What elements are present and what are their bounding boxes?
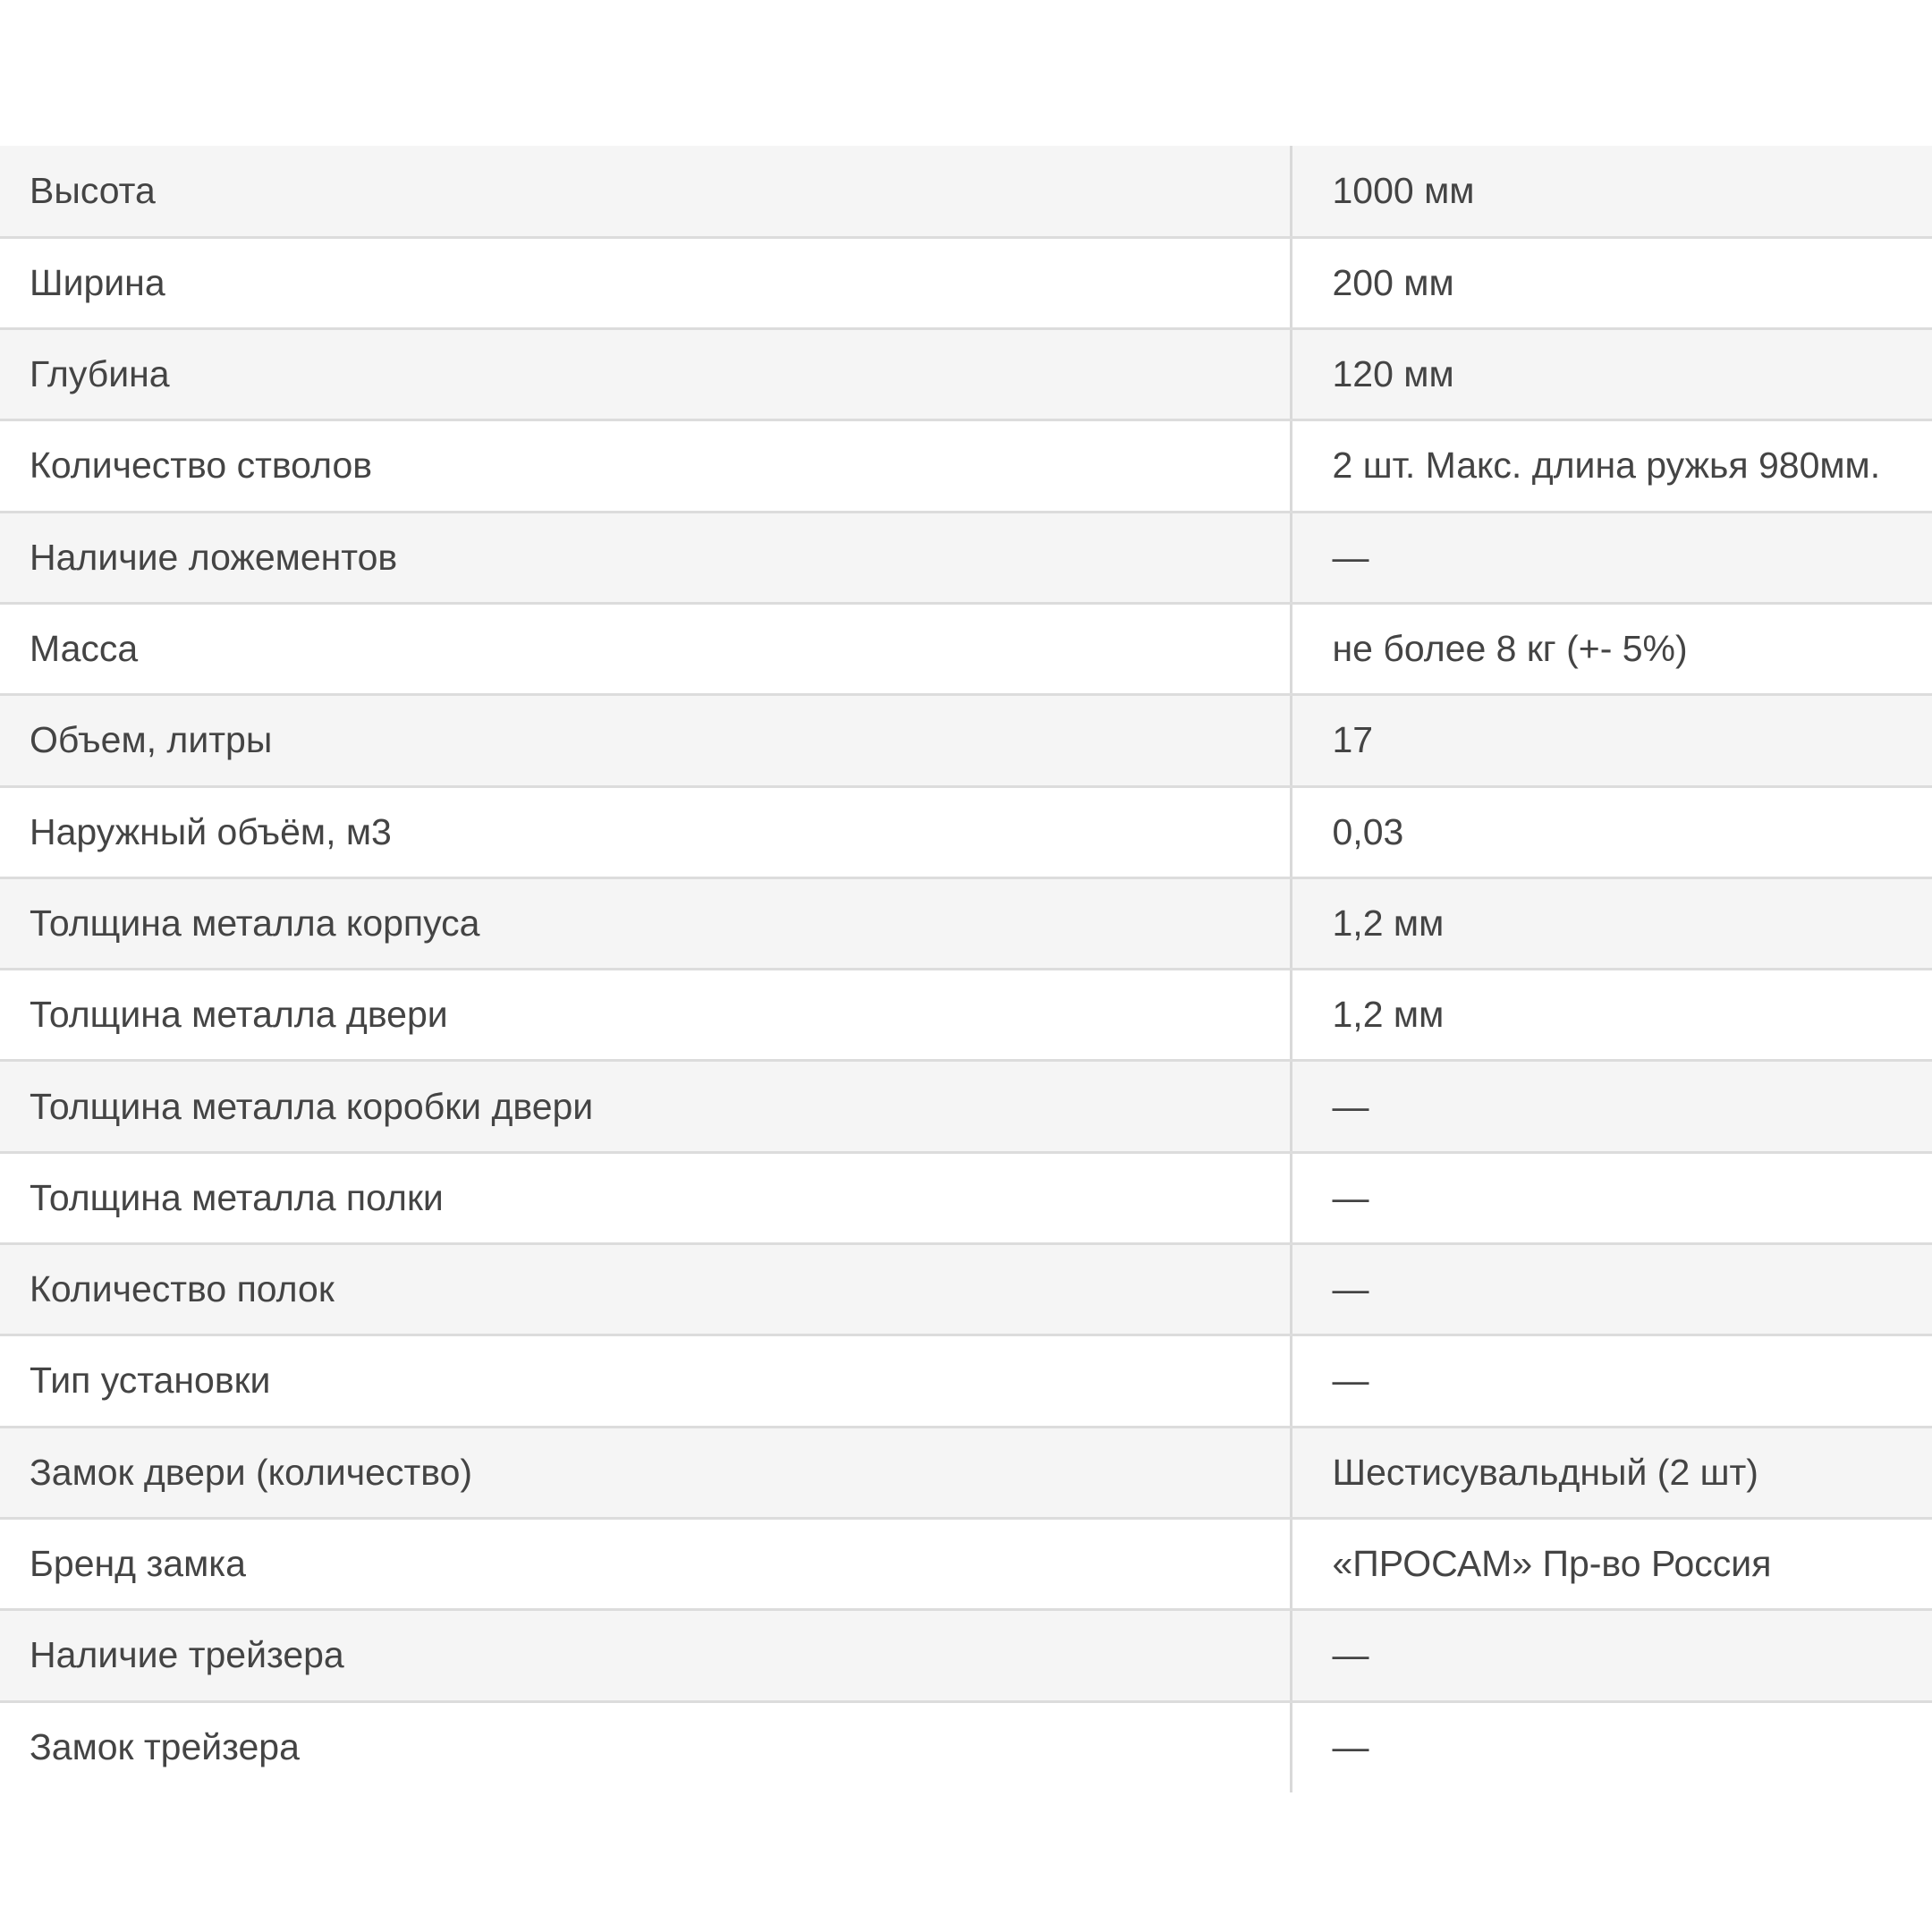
spec-name: Толщина металла полки xyxy=(0,1152,1291,1243)
spec-name: Наличие ложементов xyxy=(0,512,1291,603)
spec-name: Высота xyxy=(0,146,1291,237)
spec-row-lock-brand xyxy=(0,1518,1932,1609)
spec-row-cradles xyxy=(0,512,1932,603)
spec-row-shelf-thickness xyxy=(0,1152,1932,1243)
spec-name: Глубина xyxy=(0,329,1291,420)
spec-value: — xyxy=(1291,1335,1932,1427)
spec-name: Бренд замка xyxy=(0,1518,1291,1609)
spec-row-width xyxy=(0,237,1932,328)
spec-row-shelf-count xyxy=(0,1244,1932,1335)
spec-value: 200 мм xyxy=(1291,237,1932,328)
spec-name: Толщина металла коробки двери xyxy=(0,1061,1291,1152)
spec-name: Количество полок xyxy=(0,1244,1291,1335)
spec-name: Наружный объём, м3 xyxy=(0,786,1291,877)
spec-value: 1000 мм xyxy=(1291,146,1932,237)
spec-row-height xyxy=(0,146,1932,237)
spec-name: Толщина металла двери xyxy=(0,970,1291,1061)
spec-name: Тип установки xyxy=(0,1335,1291,1427)
spec-name: Количество стволов xyxy=(0,420,1291,512)
spec-row-barrels xyxy=(0,420,1932,512)
spec-row-trazer xyxy=(0,1610,1932,1701)
spec-value: 0,03 xyxy=(1291,786,1932,877)
spec-value: «ПРОСАМ» Пр-во Россия xyxy=(1291,1518,1932,1609)
spec-row-trazer-lock xyxy=(0,1701,1932,1792)
spec-name: Ширина xyxy=(0,237,1291,328)
spec-row-door-lock xyxy=(0,1427,1932,1518)
spec-name: Масса xyxy=(0,603,1291,694)
spec-name: Толщина металла корпуса xyxy=(0,877,1291,969)
spec-value: — xyxy=(1291,1610,1932,1701)
spec-name: Замок двери (количество) xyxy=(0,1427,1291,1518)
spec-row-door-thickness xyxy=(0,970,1932,1061)
spec-value: — xyxy=(1291,1152,1932,1243)
spec-row-volume xyxy=(0,695,1932,786)
spec-value: 120 мм xyxy=(1291,329,1932,420)
spec-value: 2 шт. Макс. длина ружья 980мм. xyxy=(1291,420,1932,512)
spec-value: — xyxy=(1291,1244,1932,1335)
specifications-table xyxy=(0,146,1932,1792)
spec-value: 1,2 мм xyxy=(1291,970,1932,1061)
spec-value: 1,2 мм xyxy=(1291,877,1932,969)
spec-row-mass xyxy=(0,603,1932,694)
spec-value: не более 8 кг (+- 5%) xyxy=(1291,603,1932,694)
spec-value: Шестисувальдный (2 шт) xyxy=(1291,1427,1932,1518)
spec-value: — xyxy=(1291,512,1932,603)
spec-name: Замок трейзера xyxy=(0,1701,1291,1792)
spec-row-installation-type xyxy=(0,1335,1932,1427)
spec-row-door-frame-thickness xyxy=(0,1061,1932,1152)
spec-value: 17 xyxy=(1291,695,1932,786)
spec-row-outer-volume xyxy=(0,786,1932,877)
spec-value: — xyxy=(1291,1061,1932,1152)
spec-name: Наличие трейзера xyxy=(0,1610,1291,1701)
spec-name: Объем, литры xyxy=(0,695,1291,786)
spec-row-depth xyxy=(0,329,1932,420)
spec-value: — xyxy=(1291,1701,1932,1792)
spec-row-body-thickness xyxy=(0,877,1932,969)
